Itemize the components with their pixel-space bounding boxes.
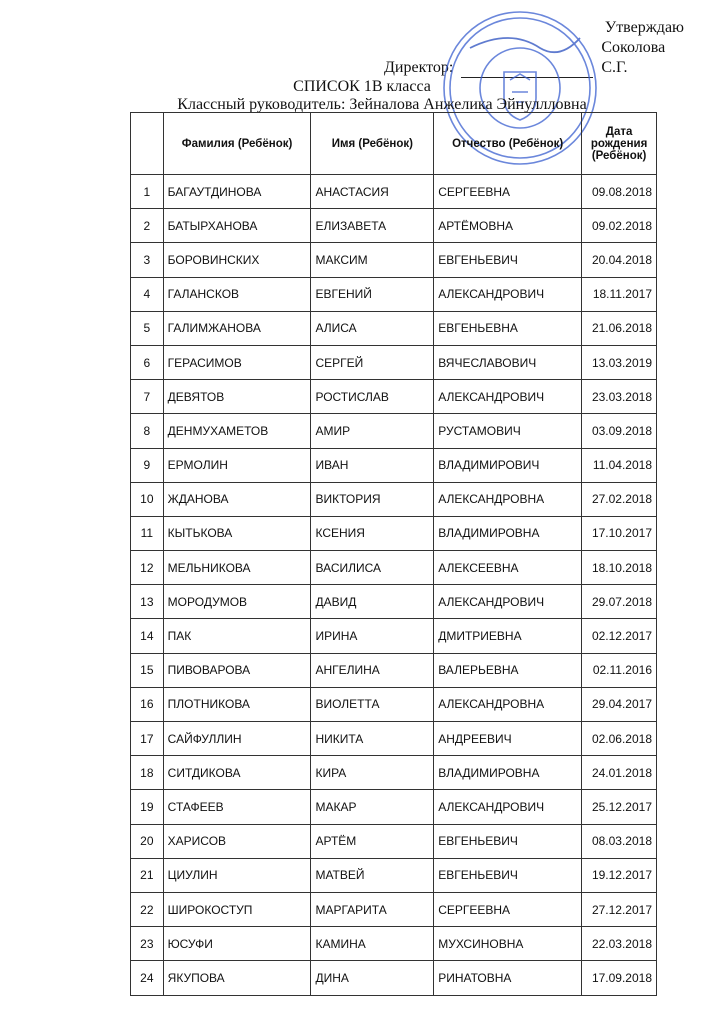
surname-cell: КЫТЬКОВА: [163, 516, 311, 550]
name-cell: ВИКТОРИЯ: [311, 482, 434, 516]
surname-cell: БАТЫРХАНОВА: [163, 209, 311, 243]
birthdate-cell: 18.11.2017: [582, 277, 657, 311]
surname-cell: МОРОДУМОВ: [163, 585, 311, 619]
birthdate-cell: 03.09.2018: [582, 414, 657, 448]
patronymic-cell: АЛЕКСАНДРОВИЧ: [434, 380, 582, 414]
row-number: 16: [131, 687, 164, 721]
table-row: [131, 516, 657, 550]
patronymic-cell: ЕВГЕНЬЕВИЧ: [434, 858, 582, 892]
birthdate-cell: 17.09.2018: [582, 961, 657, 995]
row-number: 18: [131, 756, 164, 790]
row-number: 9: [131, 448, 164, 482]
patronymic-cell: РИНАТОВНА: [434, 961, 582, 995]
document-title: СПИСОК 1В класса: [293, 78, 431, 95]
director-label: Директор:: [384, 59, 454, 76]
surname-cell: ГАЛИМЖАНОВА: [163, 311, 311, 345]
birthdate-cell: 02.06.2018: [582, 722, 657, 756]
name-cell: ИВАН: [311, 448, 434, 482]
row-number: 13: [131, 585, 164, 619]
birthdate-cell: 29.04.2017: [582, 687, 657, 721]
name-cell: КАМИНА: [311, 927, 434, 961]
birthdate-cell: 11.04.2018: [582, 448, 657, 482]
name-cell: АЛИСА: [311, 311, 434, 345]
column-header-name: Имя (Ребёнок): [311, 113, 434, 175]
name-cell: МАКСИМ: [311, 243, 434, 277]
table-row: [131, 311, 657, 345]
table-row: [131, 585, 657, 619]
patronymic-cell: АНДРЕЕВИЧ: [434, 722, 582, 756]
birthdate-cell: 20.04.2018: [582, 243, 657, 277]
birthdate-cell: 29.07.2018: [582, 585, 657, 619]
name-cell: МАТВЕЙ: [311, 858, 434, 892]
director-name: Соколова С.Г.: [601, 39, 666, 76]
patronymic-cell: ВЛАДИМИРОВНА: [434, 756, 582, 790]
row-number: 11: [131, 516, 164, 550]
birthdate-cell: 19.12.2017: [582, 858, 657, 892]
table-row: [131, 551, 657, 585]
patronymic-cell: ВЛАДИМИРОВНА: [434, 516, 582, 550]
surname-cell: СИТДИКОВА: [163, 756, 311, 790]
surname-cell: ПЛОТНИКОВА: [163, 687, 311, 721]
table-row: [131, 482, 657, 516]
birthdate-cell: 25.12.2017: [582, 790, 657, 824]
row-number: 7: [131, 380, 164, 414]
birthdate-cell: 24.01.2018: [582, 756, 657, 790]
name-cell: ВИОЛЕТТА: [311, 687, 434, 721]
patronymic-cell: СЕРГЕЕВНА: [434, 175, 582, 209]
name-cell: КСЕНИЯ: [311, 516, 434, 550]
row-number: 5: [131, 311, 164, 345]
table-row: [131, 756, 657, 790]
patronymic-cell: СЕРГЕЕВНА: [434, 892, 582, 926]
column-header-number: [131, 113, 164, 175]
row-number: 14: [131, 619, 164, 653]
surname-cell: ГЕРАСИМОВ: [163, 345, 311, 379]
row-number: 4: [131, 277, 164, 311]
surname-cell: ПАК: [163, 619, 311, 653]
name-cell: ДАВИД: [311, 585, 434, 619]
birthdate-cell: 09.08.2018: [582, 175, 657, 209]
table-row: [131, 961, 657, 995]
name-cell: АНГЕЛИНА: [311, 653, 434, 687]
table-row: [131, 209, 657, 243]
name-cell: РОСТИСЛАВ: [311, 380, 434, 414]
patronymic-cell: ВЯЧЕСЛАВОВИЧ: [434, 345, 582, 379]
row-number: 1: [131, 175, 164, 209]
table-row: [131, 345, 657, 379]
table-row: [131, 448, 657, 482]
surname-cell: ЮСУФИ: [163, 927, 311, 961]
row-number: 6: [131, 345, 164, 379]
surname-cell: ДЕВЯТОВ: [163, 380, 311, 414]
table-row: [131, 619, 657, 653]
row-number: 17: [131, 722, 164, 756]
surname-cell: САЙФУЛЛИН: [163, 722, 311, 756]
table-row: [131, 687, 657, 721]
table-row: [131, 790, 657, 824]
patronymic-cell: АЛЕКСЕЕВНА: [434, 551, 582, 585]
patronymic-cell: АЛЕКСАНДРОВНА: [434, 687, 582, 721]
students-table: [130, 112, 657, 996]
table-header-row: [131, 113, 657, 175]
row-number: 23: [131, 927, 164, 961]
column-header-birthdate: Дата рождения (Ребёнок): [582, 113, 657, 175]
surname-cell: СТАФЕЕВ: [163, 790, 311, 824]
column-header-patronymic: Отчество (Ребёнок): [434, 113, 582, 175]
table-row: [131, 175, 657, 209]
patronymic-cell: ЕВГЕНЬЕВИЧ: [434, 824, 582, 858]
table-row: [131, 858, 657, 892]
birthdate-cell: 21.06.2018: [582, 311, 657, 345]
birthdate-cell: 23.03.2018: [582, 380, 657, 414]
table-row: [131, 824, 657, 858]
name-cell: АМИР: [311, 414, 434, 448]
patronymic-cell: ВЛАДИМИРОВИЧ: [434, 448, 582, 482]
surname-cell: ШИРОКОСТУП: [163, 892, 311, 926]
patronymic-cell: ДМИТРИЕВНА: [434, 619, 582, 653]
surname-cell: ЕРМОЛИН: [163, 448, 311, 482]
patronymic-cell: АЛЕКСАНДРОВНА: [434, 482, 582, 516]
row-number: 21: [131, 858, 164, 892]
surname-cell: ХАРИСОВ: [163, 824, 311, 858]
table-row: [131, 414, 657, 448]
patronymic-cell: АЛЕКСАНДРОВИЧ: [434, 790, 582, 824]
table-row: [131, 380, 657, 414]
name-cell: АНАСТАСИЯ: [311, 175, 434, 209]
row-number: 22: [131, 892, 164, 926]
patronymic-cell: АРТЁМОВНА: [434, 209, 582, 243]
approve-label: Утверждаю: [604, 19, 684, 36]
patronymic-cell: МУХСИНОВНА: [434, 927, 582, 961]
row-number: 15: [131, 653, 164, 687]
name-cell: ИРИНА: [311, 619, 434, 653]
table-row: [131, 653, 657, 687]
name-cell: МАКАР: [311, 790, 434, 824]
row-number: 20: [131, 824, 164, 858]
birthdate-cell: 08.03.2018: [582, 824, 657, 858]
patronymic-cell: ВАЛЕРЬЕВНА: [434, 653, 582, 687]
surname-cell: МЕЛЬНИКОВА: [163, 551, 311, 585]
surname-cell: ПИВОВАРОВА: [163, 653, 311, 687]
birthdate-cell: 09.02.2018: [582, 209, 657, 243]
row-number: 8: [131, 414, 164, 448]
surname-cell: БОРОВИНСКИХ: [163, 243, 311, 277]
name-cell: НИКИТА: [311, 722, 434, 756]
row-number: 2: [131, 209, 164, 243]
surname-cell: ЦИУЛИН: [163, 858, 311, 892]
birthdate-cell: 02.12.2017: [582, 619, 657, 653]
name-cell: ЕВГЕНИЙ: [311, 277, 434, 311]
row-number: 24: [131, 961, 164, 995]
surname-cell: ЖДАНОВА: [163, 482, 311, 516]
name-cell: АРТЁМ: [311, 824, 434, 858]
birthdate-cell: 27.12.2017: [582, 892, 657, 926]
row-number: 19: [131, 790, 164, 824]
table-row: [131, 277, 657, 311]
patronymic-cell: АЛЕКСАНДРОВИЧ: [434, 277, 582, 311]
table-row: [131, 892, 657, 926]
table-row: [131, 927, 657, 961]
surname-cell: ДЕНМУХАМЕТОВ: [163, 414, 311, 448]
row-number: 3: [131, 243, 164, 277]
patronymic-cell: АЛЕКСАНДРОВИЧ: [434, 585, 582, 619]
surname-cell: БАГАУТДИНОВА: [163, 175, 311, 209]
patronymic-cell: ЕВГЕНЬЕВНА: [434, 311, 582, 345]
name-cell: ВАСИЛИСА: [311, 551, 434, 585]
patronymic-cell: РУСТАМОВИЧ: [434, 414, 582, 448]
birthdate-cell: 17.10.2017: [582, 516, 657, 550]
surname-cell: ЯКУПОВА: [163, 961, 311, 995]
surname-cell: ГАЛАНСКОВ: [163, 277, 311, 311]
name-cell: ЕЛИЗАВЕТА: [311, 209, 434, 243]
birthdate-cell: 27.02.2018: [582, 482, 657, 516]
table-row: [131, 722, 657, 756]
column-header-surname: Фамилия (Ребёнок): [163, 113, 311, 175]
row-number: 10: [131, 482, 164, 516]
birthdate-cell: 02.11.2016: [582, 653, 657, 687]
birthdate-cell: 13.03.2019: [582, 345, 657, 379]
name-cell: КИРА: [311, 756, 434, 790]
birthdate-cell: 22.03.2018: [582, 927, 657, 961]
name-cell: ДИНА: [311, 961, 434, 995]
name-cell: СЕРГЕЙ: [311, 345, 434, 379]
birthdate-cell: 18.10.2018: [582, 551, 657, 585]
row-number: 12: [131, 551, 164, 585]
class-teacher: Классный руководитель: Зейналова Анжелика Эйнуллловна: [177, 96, 587, 113]
table-row: [131, 243, 657, 277]
patronymic-cell: ЕВГЕНЬЕВИЧ: [434, 243, 582, 277]
name-cell: МАРГАРИТА: [311, 892, 434, 926]
